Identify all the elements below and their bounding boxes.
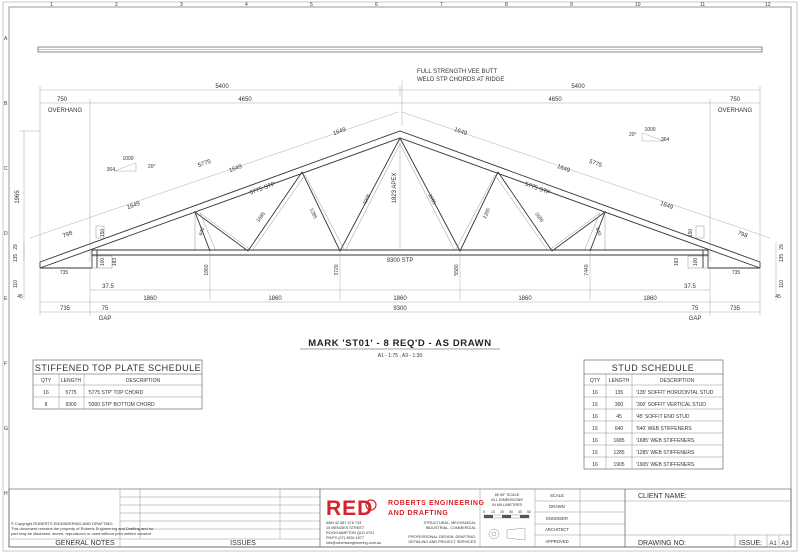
col-number: 5 xyxy=(310,2,313,8)
scale-tick: 40 xyxy=(518,510,522,514)
row-letter: C xyxy=(4,166,8,172)
bottom-chord-stp: 9300 STP xyxy=(386,258,414,264)
company-city: ROCKHAMPTON QLD 4701 xyxy=(326,531,375,535)
web-label: 1685 xyxy=(533,211,545,224)
table-cell: '300' SOFFIT VERTICAL STUD xyxy=(636,402,706,408)
col-number: 2 xyxy=(115,2,118,8)
issue-label: ISSUE: xyxy=(739,540,762,547)
table-cell: '5775 STP' TOP CHORD xyxy=(88,390,144,396)
stiffened-header: LENGTH xyxy=(60,378,82,384)
table-cell: 45 xyxy=(616,414,622,420)
pitch-rise-left: 364 xyxy=(106,167,115,173)
pitch-angle-left: 20° xyxy=(148,164,156,170)
stud-header: DESCRIPTION xyxy=(659,378,695,384)
logo-red-text: RED xyxy=(326,497,374,520)
table-cell: 1685 xyxy=(613,438,625,444)
top-chord-right-1: 1649 xyxy=(453,126,468,138)
table-cell: '45' SOFFIT END STUD xyxy=(636,414,690,420)
pitch-angle-right: 20° xyxy=(629,132,637,138)
table-cell: 640 xyxy=(614,426,624,432)
drawing-no-label: DRAWING NO: xyxy=(638,540,686,547)
col-number: 8 xyxy=(505,2,508,8)
row-letter: H xyxy=(4,491,8,497)
scale-tick: 30 xyxy=(509,510,513,514)
end-375-right: 37.5 xyxy=(684,284,696,290)
overhang-label-right: OVERHANG xyxy=(717,108,753,114)
row-letter: A xyxy=(4,36,8,42)
table-cell: 5775 xyxy=(65,390,77,396)
pitch-run-left: 1000 xyxy=(122,156,134,162)
end-29: 29 xyxy=(13,244,19,250)
scale-note: A1 - 1:75 , A3 - 1:30 xyxy=(377,353,423,359)
end-110-right: 110 xyxy=(779,280,785,288)
stiffened-header: DESCRIPTION xyxy=(125,378,161,384)
table-cell: '1285' WEB STIFFENERS xyxy=(636,450,695,456)
table-cell: 1905 xyxy=(613,462,625,468)
services-line3: PROFESSIONAL DESIGN, DRAFTING, xyxy=(408,535,476,539)
row-letter: F xyxy=(4,361,8,367)
table-cell: 16 xyxy=(592,402,598,408)
issues-label: ISSUES xyxy=(230,540,256,547)
pitch-rise-right: 364 xyxy=(661,137,670,143)
company-phone: PH/FX (07) 4926 1877 xyxy=(326,536,364,540)
end-29-right: 29 xyxy=(779,244,785,250)
overhang-label-left: OVERHANG xyxy=(47,108,83,114)
stud-schedule-title: STUD SCHEDULE xyxy=(611,363,695,373)
scale-block-line3: IN MILLIMETRES xyxy=(491,503,523,507)
table-cell: '1685' WEB STIFFENERS xyxy=(636,438,695,444)
left-vertical-dims xyxy=(20,131,40,300)
label-drawn: DRAWN xyxy=(549,504,565,509)
ridge-note-line2: WELD STP CHORDS AT RIDGE xyxy=(417,77,505,83)
web-label: 640 xyxy=(197,226,207,237)
top-chord-right-2: 1649 xyxy=(556,163,571,175)
sheet-size-a1: A1 xyxy=(769,541,777,547)
col-number: 7 xyxy=(440,2,443,8)
table-cell: 16 xyxy=(592,426,598,432)
end-100-left: 100 xyxy=(100,257,106,267)
col-number: 1 xyxy=(50,2,53,8)
end-183-right: 183 xyxy=(674,257,680,267)
stud-header: QTY xyxy=(589,378,601,384)
services-line1: STRUCTURAL, MECHANICAL xyxy=(423,521,476,525)
table-cell: '9300 STP' BOTTOM CHORD xyxy=(88,402,155,408)
label-architect: ARCHITECT xyxy=(545,527,569,532)
logo-line2: AND DRAFTING xyxy=(388,510,449,517)
top-chord-total-left: 5775 xyxy=(197,158,212,170)
height-1965: 1965 xyxy=(15,190,21,204)
table-cell: 9300 xyxy=(65,402,77,408)
copyright-line1: © Copyright ROBERTS ENGINEERING AND DRAFTING xyxy=(11,521,113,526)
pitch-indicator-left xyxy=(114,163,136,171)
logo-line1: ROBERTS ENGINEERING xyxy=(388,500,485,507)
end-375-left: 37.5 xyxy=(102,284,114,290)
overhang-right: 750 xyxy=(729,97,741,103)
drawing-title: MARK 'ST01' - 8 REQ'D - AS DRAWN xyxy=(308,338,492,349)
ridge-note-line1: FULL STRENGTH VEE BUTT xyxy=(417,69,498,75)
table-cell: '640' WEB STIFFENERS xyxy=(636,426,692,432)
web-label: 1905 xyxy=(361,193,373,206)
table-cell: 16 xyxy=(592,438,598,444)
truss-elevation xyxy=(30,112,770,268)
end-100-right: 100 xyxy=(693,257,699,267)
web-label: 640 xyxy=(593,226,603,237)
company-street: 15 MENZIES STREET xyxy=(326,526,365,530)
scale-block-line2: ALL DIMENSIONS xyxy=(491,498,523,502)
base-7440: 7440 xyxy=(584,264,590,276)
col-number: 4 xyxy=(245,2,248,8)
table-cell: 16 xyxy=(592,462,598,468)
end-798-right: 798 xyxy=(736,230,749,240)
table-cell: 16 xyxy=(592,450,598,456)
end-183-left: 183 xyxy=(112,257,118,267)
end-735-left-top: 735 xyxy=(59,270,69,276)
col-number: 9 xyxy=(570,2,573,8)
end-45-right: 45 xyxy=(775,294,781,300)
table-cell: 16 xyxy=(43,390,49,396)
company-email: info@robertsengineering.com.au xyxy=(326,541,382,545)
end-798-left: 798 xyxy=(61,230,74,240)
top-plate-member xyxy=(38,47,762,52)
label-approved: APPROVED xyxy=(545,539,569,544)
end-110: 110 xyxy=(13,280,19,288)
copyright-line2: This document remains the property of Roberts Engineering and Drafting and no xyxy=(11,526,154,531)
table-cell: '1905' WEB STIFFENERS xyxy=(636,462,695,468)
web-label: 1685 xyxy=(255,211,267,224)
web-label: 1905 xyxy=(426,193,438,206)
bay-4: 1860 xyxy=(518,296,532,302)
scale-tick: 0 xyxy=(483,510,485,514)
table-cell: 135 xyxy=(614,390,624,396)
table-cell: 16 xyxy=(592,390,598,396)
gap-right: GAP xyxy=(688,316,702,322)
top-chord-right-3: 1649 xyxy=(659,200,674,212)
scale-tick: 50 xyxy=(527,510,531,514)
label-engineer: ENGINEER xyxy=(546,516,568,521)
col-number: 3 xyxy=(180,2,183,8)
end-150-left: 150 xyxy=(100,228,106,238)
scale-bar xyxy=(484,515,529,518)
bay-1: 1860 xyxy=(143,296,157,302)
apex-label: 1823 APEX xyxy=(392,172,398,204)
overhang-left: 750 xyxy=(56,97,68,103)
end-150-right: 150 xyxy=(688,228,694,238)
stiffened-header: QTY xyxy=(40,378,52,384)
web-label: 1285 xyxy=(482,207,493,220)
col-number: 6 xyxy=(375,2,378,8)
company-logo xyxy=(326,497,485,520)
top-chord-total-right: 5775 xyxy=(588,158,603,170)
stiffened-schedule-title: STIFFENED TOP PLATE SCHEDULE xyxy=(34,363,202,373)
top-chord-left-2: 1649 xyxy=(228,163,243,175)
company-abn: ABN 42 687 476 733 xyxy=(326,521,362,525)
sheet-size-a3: A3 xyxy=(781,541,789,547)
top-chord-stp-right: 5775 STP xyxy=(523,181,551,197)
row-letter: E xyxy=(4,296,8,302)
dim-span-right: 4650 xyxy=(548,97,562,103)
stud-rows xyxy=(592,390,714,468)
end-135-right: 135 xyxy=(779,253,785,263)
services-line2: INDUSTRIAL, COMMERCIAL xyxy=(425,526,476,530)
total-9300: 9300 xyxy=(393,306,407,312)
dim-half-right: 5400 xyxy=(571,84,585,90)
end-75-left: 75 xyxy=(101,306,109,312)
top-chord-left-3: 1649 xyxy=(332,126,347,138)
table-cell: 1285 xyxy=(613,450,625,456)
col-number: 11 xyxy=(700,2,706,8)
gap-left: GAP xyxy=(98,316,112,322)
dim-half-left: 5400 xyxy=(215,84,229,90)
scale-block-line1: 80 90° SCALE xyxy=(494,493,520,497)
end-735-right-top: 735 xyxy=(731,270,741,276)
projection-symbol-icon xyxy=(489,528,525,540)
dim-span-left: 4650 xyxy=(238,97,252,103)
row-letter: G xyxy=(4,426,8,432)
end-735-right: 735 xyxy=(729,306,741,312)
grid-row-letters xyxy=(4,36,8,497)
web-label: 1285 xyxy=(307,207,318,220)
col-number: 12 xyxy=(765,2,771,8)
stud-header: LENGTH xyxy=(608,378,630,384)
outer-border xyxy=(3,2,797,551)
bay-5: 1860 xyxy=(643,296,657,302)
table-cell: 16 xyxy=(592,414,598,420)
pitch-run-right: 1000 xyxy=(644,127,656,133)
base-5580: 5580 xyxy=(454,264,460,276)
general-notes-label: GENERAL NOTES xyxy=(55,540,115,547)
end-75-right: 75 xyxy=(691,306,699,312)
table-cell: 8 xyxy=(44,402,48,408)
end-135: 135 xyxy=(13,253,19,263)
bay-3: 1860 xyxy=(393,296,407,302)
end-735-left: 735 xyxy=(59,306,71,312)
top-chord-stp-left: 5775 STP xyxy=(249,181,277,197)
base-3720: 3720 xyxy=(334,264,340,276)
end-45-left: 45 xyxy=(17,294,23,300)
row-letter: D xyxy=(4,231,8,237)
row-letter: B xyxy=(4,101,8,107)
top-chord-left-1: 1649 xyxy=(126,200,141,212)
col-number: 10 xyxy=(635,2,641,8)
scale-tick: 20 xyxy=(500,510,504,514)
copyright-line3: part may be disclosed, stored, reproduced or used without prior written consent xyxy=(11,531,152,536)
label-scale: SCALE xyxy=(550,493,564,498)
bay-2: 1860 xyxy=(268,296,282,302)
client-name-label: CLIENT NAME: xyxy=(638,493,687,500)
scale-tick: 10 xyxy=(491,510,495,514)
table-cell: '135' SOFFIT HORIZONTAL STUD xyxy=(636,390,714,396)
base-1860: 1860 xyxy=(204,264,210,276)
table-cell: 300 xyxy=(614,402,624,408)
services-line4: DETAILING AND PROJECT SERVICES xyxy=(408,540,476,544)
